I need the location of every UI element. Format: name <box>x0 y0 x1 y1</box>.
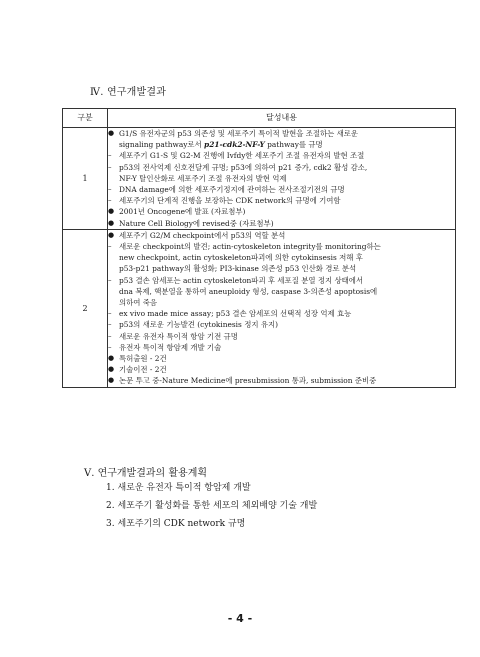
item-text: p53 결손 암세포는 actin cytoskeleton파괴 후 세포질 분열 정지 상태에서 <box>119 275 364 285</box>
page-number: - 4 - <box>227 612 253 625</box>
row-number: 1 <box>63 128 108 230</box>
item-continuation: dna 복제, 핵분열을 통하여 aneuploidy 형성, caspase 3-의존성 apoptosis에 <box>119 286 378 296</box>
list-item <box>108 275 455 286</box>
list-item <box>108 230 455 241</box>
list-item <box>108 342 455 353</box>
bullet-icon: ● <box>108 354 115 363</box>
item-text: 기술이전 - 2건 <box>119 365 167 375</box>
list-item <box>108 375 455 386</box>
list-item <box>108 364 455 375</box>
bullet-icon: ● <box>108 218 115 227</box>
item-text: 논문 투고 중-Nature Medicine에 presubmission 통과, submission 준비중 <box>119 376 377 386</box>
list-item <box>108 162 455 173</box>
item-text: 2001년 Oncogene에 발표 (자료첨부) <box>119 207 246 217</box>
plan-item: 1. 새로운 유전자 특이적 항암제 개발 <box>106 483 251 493</box>
list-item <box>108 206 455 217</box>
bullet-icon: ● <box>108 129 115 137</box>
list-item <box>108 150 455 161</box>
table-row <box>63 128 456 230</box>
row-number: 2 <box>63 229 108 387</box>
bullet-icon: ● <box>108 376 115 385</box>
list-item <box>108 128 455 139</box>
item-text: p53의 새로운 기능발견 (cytokinesis 정지 유지) <box>119 320 278 330</box>
item-text: 세포주기 G2/M checkpoint에서 p53의 역할 분석 <box>119 230 286 240</box>
dash-icon: – <box>108 185 112 194</box>
dash-icon: – <box>108 331 112 340</box>
dash-icon: – <box>108 151 112 160</box>
list-item <box>108 319 455 330</box>
item-text: G1/S 유전자군의 p53 의존성 및 세포주기 특이적 발현을 조절하는 새로운 <box>119 129 359 138</box>
item-continuation: new checkpoint, actin cytoskeleton파괴에 의한 cytokinsesis 저해 후 <box>119 253 363 263</box>
row-content <box>108 128 456 230</box>
plan-item: 2. 세포주기 활성화를 통한 세포의 체외배양 기술 개발 <box>106 501 318 511</box>
dash-icon: – <box>108 196 112 205</box>
item-text: 새로운 checkpoint의 발견; actin-cytoskeleton integrity를 monitoring하는 <box>119 242 381 252</box>
list-item <box>108 195 455 206</box>
item-text: 특허출원 - 2건 <box>119 354 167 364</box>
list-item <box>108 241 455 252</box>
table-header-row <box>63 109 456 128</box>
header-category: 구분 <box>63 109 108 128</box>
item-continuation: 의하여 죽음 <box>119 298 158 308</box>
item-continuation: signaling pathway로서 p21-cdk2-NF-Y pathway를 규명 <box>119 140 323 150</box>
pathway-emphasis: p21-cdk2-NF-Y <box>204 140 265 150</box>
section-4-title: Ⅳ. 연구개발결과 <box>90 87 167 98</box>
list-item <box>108 308 455 319</box>
item-text: DNA damage에 의한 세포주기정지에 관여하는 전사조절기전의 규명 <box>119 185 345 195</box>
section-5-title: Ⅴ. 연구개발결과의 활용계획 <box>84 468 208 479</box>
item-text: Nature Cell Biology에 revised중 (자료첨부) <box>119 218 274 228</box>
item-continuation: p53-p21 pathway의 활성화; PI3-kinase 의존성 p53 인산화 경로 분석 <box>119 264 357 274</box>
dash-icon: – <box>108 342 112 351</box>
list-item <box>108 184 455 195</box>
header-achievement: 달성내용 <box>108 109 456 128</box>
item-text: 세포주기의 단계적 진행을 보장하는 CDK network의 규명에 기여함 <box>119 196 341 206</box>
row-content <box>108 229 456 387</box>
table-row <box>63 229 456 387</box>
dash-icon: – <box>108 320 112 329</box>
plan-item: 3. 세포주기의 CDK network 규명 <box>106 519 246 529</box>
bullet-icon: ● <box>108 365 115 374</box>
list-item <box>108 218 455 229</box>
dash-icon: – <box>108 162 112 171</box>
item-text: 새로운 유전자 특이적 항암 기전 규명 <box>119 331 238 341</box>
item-text: p53의 전사억제 신호전달계 규명; p53에 의하여 p21 증가, cdk2 활성 감소, <box>119 162 368 172</box>
dash-icon: – <box>108 309 112 318</box>
utilization-plan-list <box>106 479 317 533</box>
results-table <box>62 108 456 388</box>
dash-icon: – <box>108 242 112 251</box>
item-text: 유전자 특이적 항암제 개발 기술 <box>119 342 222 352</box>
list-item <box>108 353 455 364</box>
bullet-icon: ● <box>108 230 115 239</box>
bullet-icon: ● <box>108 207 115 216</box>
item-continuation: NF-Y 탈인산화로 세포주기 조절 유전자의 발현 억제 <box>119 173 287 183</box>
list-item <box>108 331 455 342</box>
dash-icon: – <box>108 275 112 284</box>
item-text: 세포주기 G1-S 및 G2-M 진행에 Ivfdy한 세포주기 조절 유전자의 발현 조절 <box>119 151 365 161</box>
item-text: ex vivo made mice assay; p53 결손 암세포의 선택적 성장 억제 효능 <box>119 309 352 319</box>
